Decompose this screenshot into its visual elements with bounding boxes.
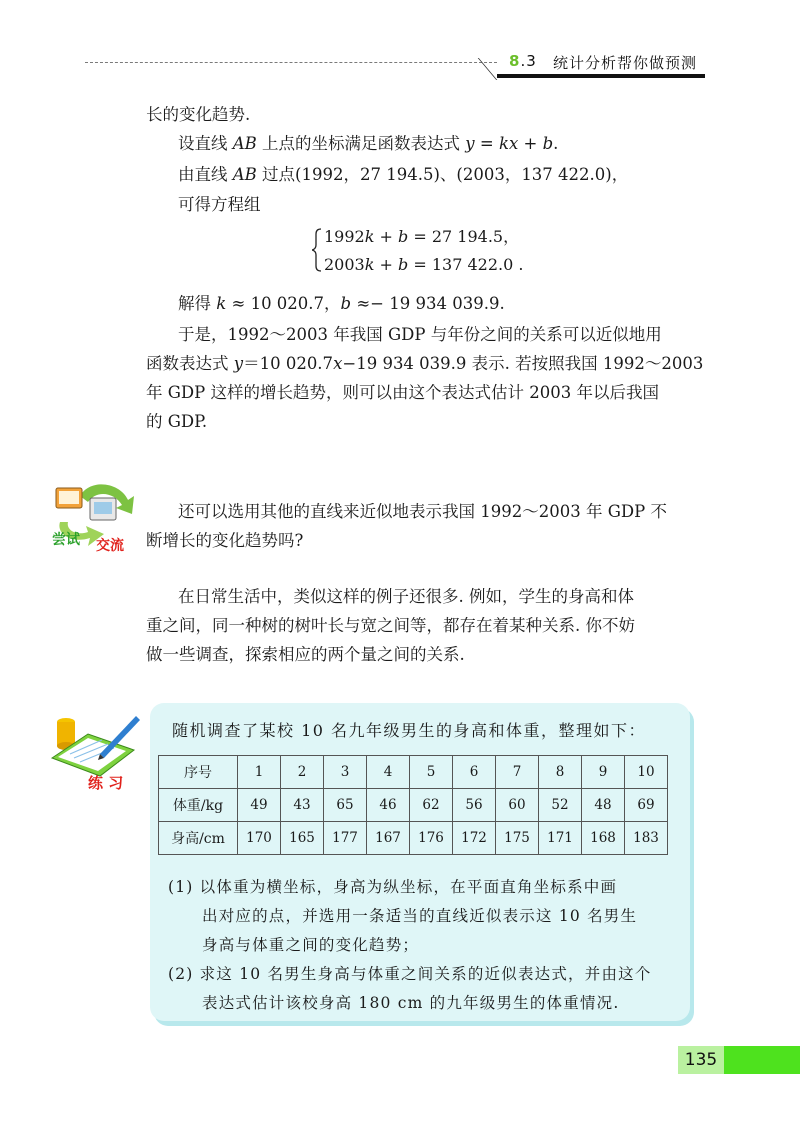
solution-line: 解得 k ≈ 10 020.7，b ≈− 19 934 039.9. (178, 294, 505, 313)
svg-text:交流: 交流 (96, 538, 124, 554)
question-2-line-2: 表达式估计该校身高 180 cm 的九年级男生的体重情况. (202, 994, 620, 1012)
row-header-index: 序号 (159, 756, 238, 789)
question-2-line-1: (2) 求这 10 名男生身高与体重之间关系的近似表达式，并由这个 (168, 965, 652, 983)
table-row-height: 身高/cm 170 165 177 167 176 172 175 171 168 183 (159, 822, 668, 855)
body-line-7: 函数表达式 y＝10 020.7x−19 934 039.9 表示. 若按照我国 1992～2003 (146, 354, 704, 373)
body-line-3: 由直线 AB 过点(1992，27 194.5)、(2003，137 422.0)， (178, 165, 629, 184)
svg-text:尝试: 尝试 (52, 532, 80, 548)
question-1-line-2: 出对应的点，并选用一条适当的直线近似表示这 10 名男生 (202, 907, 638, 925)
daily-line-1: 在日常生活中，类似这样的例子还很多. 例如，学生的身高和体 (178, 587, 634, 606)
body-line-1: 长的变化趋势. (146, 105, 251, 124)
section-header (497, 50, 705, 78)
page-number: 135 (678, 1046, 724, 1074)
try-and-discuss-icon (50, 478, 142, 558)
height-weight-table (158, 755, 668, 855)
question-1-line-3: 身高与体重之间的变化趋势； (202, 936, 420, 954)
table-row-index: 序号 1 2 3 4 5 6 7 8 9 10 (159, 756, 668, 789)
equation-system-brace (312, 228, 322, 272)
body-line-2: 设直线 AB 上点的坐标满足函数表达式 y = kx + b. (178, 134, 559, 153)
body-line-6: 于是，1992～2003 年我国 GDP 与年份之间的关系可以近似地用 (178, 325, 662, 344)
equation-1: 1992k + b = 27 194.5， (324, 227, 520, 246)
try-line-1: 还可以选用其他的直线来近似地表示我国 1992～2003 年 GDP 不 (178, 502, 667, 521)
exercise-icon (48, 710, 143, 792)
row-header-height: 身高/cm (159, 822, 238, 855)
body-line-4: 可得方程组 (178, 195, 261, 214)
row-header-weight: 体重/kg (159, 789, 238, 822)
body-line-9: 的 GDP. (146, 412, 208, 431)
header-dashed-rule (85, 62, 497, 63)
exercise-intro: 随机调查了某校 10 名九年级男生的身高和体重，整理如下： (172, 721, 647, 740)
table-row-weight: 体重/kg 49 43 65 46 62 56 60 52 48 69 (159, 789, 668, 822)
try-line-2: 断增长的变化趋势吗? (146, 531, 304, 550)
section-number: 8.3 (509, 52, 537, 70)
equation-2: 2003k + b = 137 422.0 . (324, 255, 524, 274)
daily-line-2: 重之间，同一种树的树叶长与宽之间等，都存在着某种关系. 你不妨 (146, 616, 635, 635)
section-title: 统计分析帮你做预测 (553, 54, 698, 72)
body-line-8: 年 GDP 这样的增长趋势，则可以由这个表达式估计 2003 年以后我国 (146, 383, 659, 402)
question-1-line-1: (1) 以体重为横坐标，身高为纵坐标，在平面直角坐标系中画 (168, 878, 618, 896)
daily-line-3: 做一些调查，探索相应的两个量之间的关系. (146, 645, 465, 664)
svg-text:练 习: 练 习 (88, 774, 124, 792)
